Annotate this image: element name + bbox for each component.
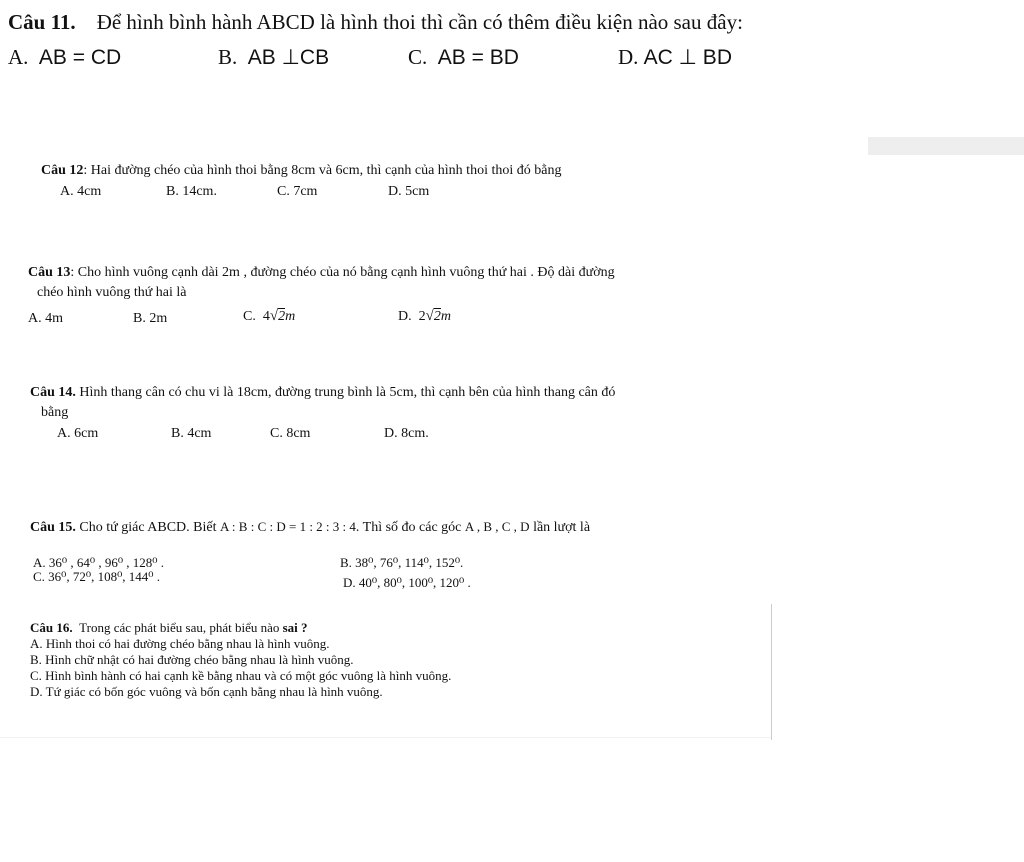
question-label: Câu 13 [28, 265, 71, 280]
answer-option: D. 8cm. [384, 426, 429, 441]
answer-option: C. 7cm [277, 184, 318, 199]
option-text: AB = BD [437, 46, 519, 69]
question-label: Câu 11. [8, 10, 76, 34]
angle-ratio: A : B : C : D = 1 : 2 : 3 : 4 [220, 519, 356, 534]
question-14 [30, 385, 615, 401]
question-text-cont: chéo hình vuông thứ hai là [37, 285, 187, 300]
question-15: Câu 15. Cho tứ giác ABCD. Biết A : B : C : D = 1 : 2 : 3 : 4. Thì số đo các góc A , B , C , D lần lượt là [30, 519, 591, 535]
angle-names: A , B , C , D [464, 519, 530, 534]
question-text: : Cho hình vuông cạnh dài 2m , đường chéo của nó bằng cạnh hình vuông thứ hai . Độ dài đường [70, 265, 615, 280]
answer-option: C. 4√2m [243, 308, 296, 324]
answer-option: D. 2√2m [398, 308, 451, 324]
sqrt-expression: 2√2m [418, 308, 451, 324]
option-text: AC ⊥ BD [643, 46, 732, 69]
answer-option: C. 8cm [270, 426, 311, 441]
answer-option: C. 36⁰, 72⁰, 108⁰, 144⁰ . [33, 569, 161, 584]
answer-option: C. AB = BD [408, 45, 519, 69]
question-16 [30, 620, 308, 636]
answer-option: A. 4m [28, 311, 64, 326]
answer-option: B. AB ⊥CB [218, 45, 330, 69]
answer-option: A. Hình thoi có hai đường chéo bằng nhau là hình vuông. [30, 636, 330, 651]
question-text: : Hai đường chéo của hình thoi bằng 8cm và 6cm, thì cạnh của hình thoi thoi đó bằng [83, 163, 562, 178]
answer-option: D. 5cm [388, 184, 430, 199]
question-11 [8, 10, 743, 35]
answer-option: D. Tứ giác có bốn góc vuông và bốn cạnh bằng nhau là hình vuông. [30, 684, 383, 699]
question-label: Câu 12 [41, 163, 84, 178]
question-text: Để hình bình hành ABCD là hình thoi thì cần có thêm điều kiện nào sau đây: [96, 10, 743, 34]
answer-option: B. 14cm. [166, 184, 217, 199]
answer-option: A. 36⁰ , 64⁰ , 96⁰ , 128⁰ . [33, 555, 164, 570]
answer-option: D. AC ⊥ BD [618, 45, 732, 69]
question-text-cont: bằng [41, 405, 69, 420]
answer-option: A. 6cm [57, 426, 99, 441]
answer-option: C. Hình bình hành có hai cạnh kề bằng nhau và có một góc vuông là hình vuông. [30, 668, 452, 683]
option-text: AB ⊥CB [247, 46, 330, 69]
question-label: Câu 16. [30, 620, 73, 635]
question-label: Câu 15. [30, 520, 76, 535]
answer-option: B. 2m [133, 311, 168, 326]
question-label: Câu 14. [30, 385, 76, 400]
divider-line [771, 604, 772, 740]
answer-option: A. AB = CD [8, 45, 122, 69]
question-13 [28, 265, 615, 281]
gray-band [868, 137, 1024, 155]
question-text: Hình thang cân có chu vi là 18cm, đường trung bình là 5cm, thì cạnh bên của hình thang cân đó [79, 385, 616, 400]
answer-option: B. 38⁰, 76⁰, 114⁰, 152⁰. [340, 555, 464, 570]
question-emphasis: sai ? [282, 620, 308, 635]
divider-line-bottom [0, 737, 771, 738]
answer-option: A. 4cm [60, 184, 102, 199]
sqrt-expression: 4√2m [262, 308, 296, 324]
option-text: AB = CD [38, 46, 122, 69]
answer-option: D. 40⁰, 80⁰, 100⁰, 120⁰ . [343, 575, 471, 590]
question-12 [41, 163, 561, 179]
answer-option: B. 4cm [171, 426, 212, 441]
answer-option: B. Hình chữ nhật có hai đường chéo bằng nhau là hình vuông. [30, 652, 354, 667]
question-text: Trong các phát biểu sau, phát biểu nào [79, 620, 280, 635]
